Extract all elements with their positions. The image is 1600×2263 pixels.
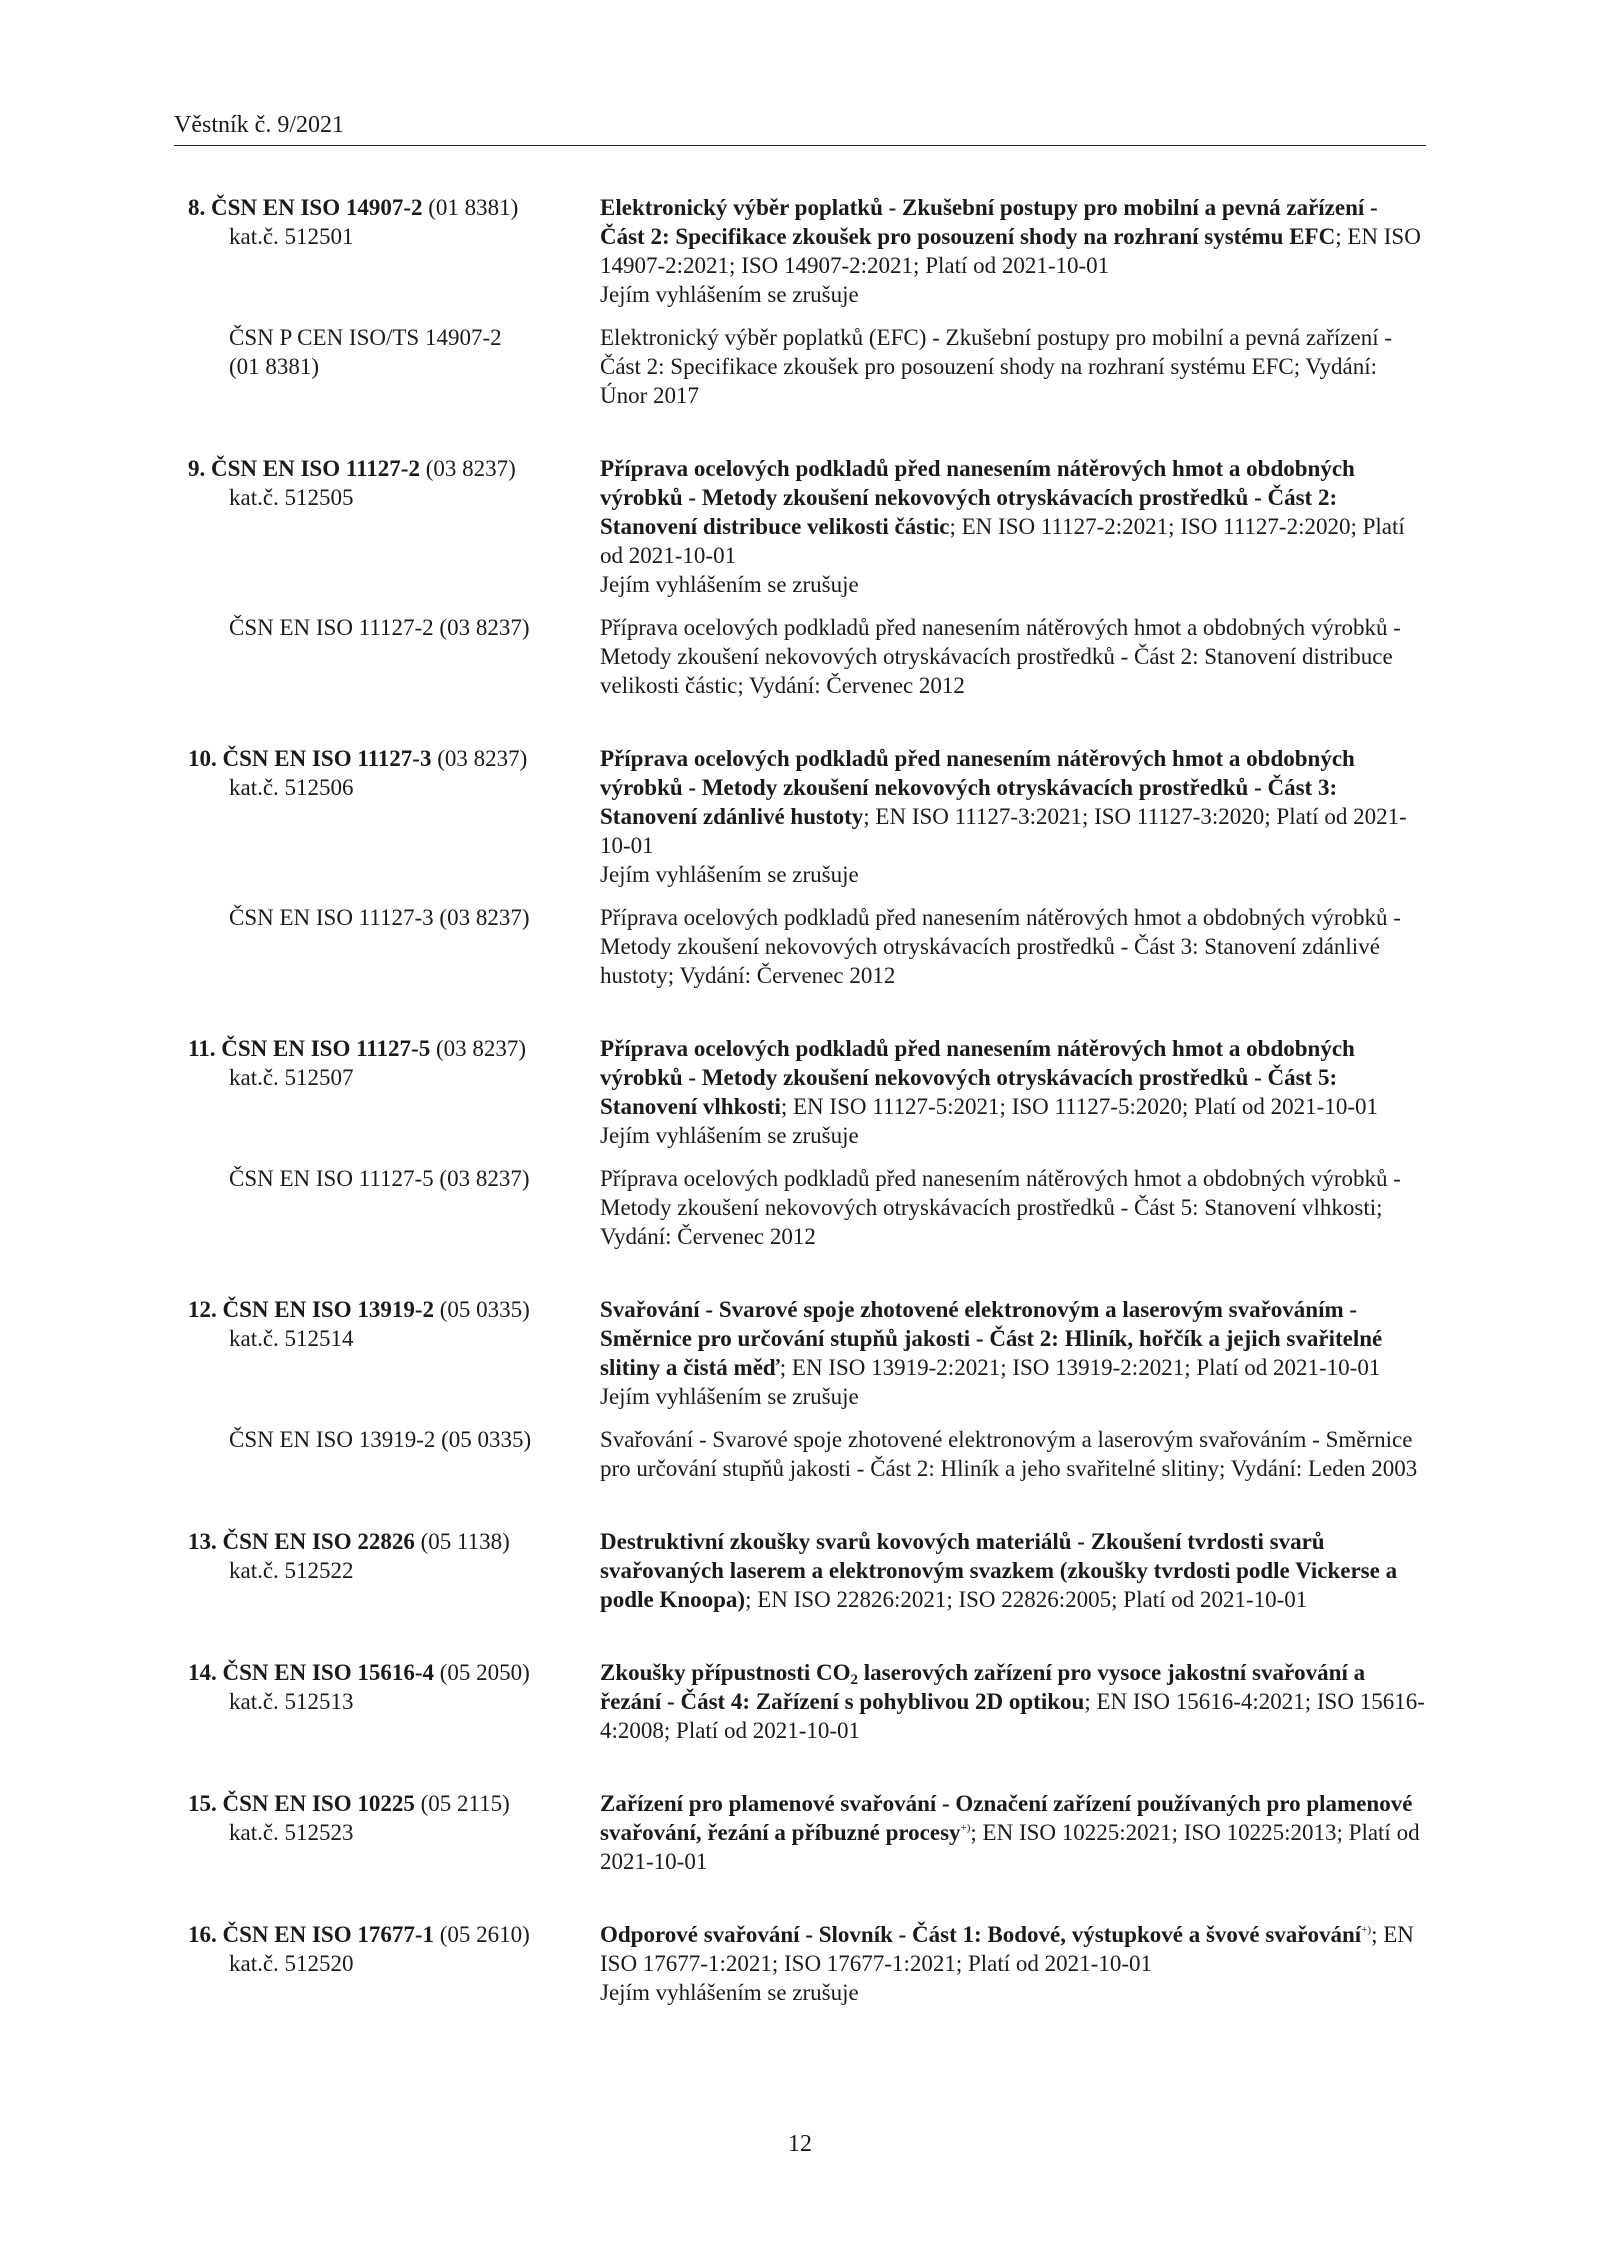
- standard-title: Odporové svařování - Slovník - Část 1: Bodové, výstupkové a švové svařování: [600, 1922, 1362, 1947]
- entry-number: 15.: [188, 1791, 217, 1816]
- standard-entry: [174, 1920, 1426, 2007]
- standard-title: Příprava ocelových podkladů před nanesením nátěrových hmot a obdobných výrobků - Metody zkoušení nekovových otryskávacích prostředků - Část 5: Stanovení vlhkosti: [600, 1036, 1355, 1119]
- catalog-number: kat.č. 512520: [229, 1951, 354, 1976]
- classification-code: (05 2050): [439, 1660, 530, 1685]
- footnote-marker: +): [960, 1822, 971, 1834]
- classification-code: (05 2115): [420, 1791, 510, 1816]
- entry-number: 13.: [188, 1529, 217, 1554]
- chemical-subscript: 2: [850, 1672, 859, 1688]
- standard-details: ; EN ISO 22826:2021; ISO 22826:2005; Platí od 2021-10-01: [745, 1587, 1308, 1612]
- entry-number: 9.: [188, 456, 206, 481]
- catalog-number: kat.č. 512507: [229, 1065, 354, 1090]
- entry-number: 10.: [188, 746, 217, 771]
- standard-title-part-a: Zkoušky přípustnosti CO: [600, 1660, 851, 1685]
- catalog-number: kat.č. 512505: [229, 485, 354, 510]
- footnote-marker: +): [1361, 1924, 1372, 1936]
- standard-code: ČSN EN ISO 11127-2: [211, 456, 420, 481]
- replaced-standard-class: (01 8381): [229, 354, 320, 379]
- standard-title: Zařízení pro plamenové svařování - Označení zařízení používaných pro plamenové svařování, řezání a příbuzné procesy: [600, 1791, 1413, 1845]
- standard-title: Elektronický výběr poplatků - Zkušební postupy pro mobilní a pevná zařízení - Část 2: Specifikace zkoušek pro posouzení shody na rozhraní systému EFC: [600, 195, 1378, 249]
- cancel-note: Jejím vyhlášením se zrušuje: [600, 862, 859, 887]
- classification-code: (05 1138): [420, 1529, 510, 1554]
- catalog-number: kat.č. 512523: [229, 1820, 354, 1845]
- replaced-standard-code: ČSN EN ISO 11127-3 (03 8237): [229, 905, 530, 930]
- classification-code: (01 8381): [428, 195, 519, 220]
- catalog-number: kat.č. 512506: [229, 775, 354, 800]
- standard-entry: [174, 1527, 1426, 1614]
- standard-code: ČSN EN ISO 11127-3: [222, 746, 432, 771]
- classification-code: (05 2610): [439, 1922, 530, 1947]
- page-header-title: Věstník č. 9/2021: [174, 112, 344, 138]
- standard-code: ČSN EN ISO 11127-5: [221, 1036, 431, 1061]
- entry-number: 14.: [188, 1660, 217, 1685]
- cancel-note: Jejím vyhlášením se zrušuje: [600, 1123, 859, 1148]
- header-divider: [174, 145, 1426, 146]
- replaced-standard-code: ČSN EN ISO 11127-5 (03 8237): [229, 1166, 530, 1191]
- cancel-note: Jejím vyhlášením se zrušuje: [600, 1384, 859, 1409]
- replaced-standard-code: ČSN EN ISO 11127-2 (03 8237): [229, 615, 530, 640]
- standard-entry: [174, 1034, 1426, 1251]
- standard-code: ČSN EN ISO 13919-2: [222, 1297, 435, 1322]
- standard-entry: [174, 1295, 1426, 1483]
- catalog-number: kat.č. 512514: [229, 1326, 354, 1351]
- cancel-note: Jejím vyhlášením se zrušuje: [600, 572, 859, 597]
- replaced-standard-description: Příprava ocelových podkladů před nanesením nátěrových hmot a obdobných výrobků - Metody zkoušení nekovových otryskávacích prostředků - Část 5: Stanovení vlhkosti; Vydání: Červenec 2012: [600, 1166, 1401, 1249]
- standard-code: ČSN EN ISO 10225: [222, 1791, 415, 1816]
- standard-details: ; EN ISO 11127-5:2021; ISO 11127-5:2020; Platí od 2021-10-01: [780, 1094, 1378, 1119]
- entry-number: 12.: [188, 1297, 217, 1322]
- standard-title: Příprava ocelových podkladů před nanesením nátěrových hmot a obdobných výrobků - Metody zkoušení nekovových otryskávacích prostředků - Část 3: Stanovení zdánlivé hustoty: [600, 746, 1355, 829]
- standard-code: ČSN EN ISO 15616-4: [222, 1660, 435, 1685]
- entry-number: 8.: [188, 195, 206, 220]
- replaced-standard-description: Svařování - Svarové spoje zhotovené elektronovým a laserovým svařováním - Směrnice pro určování stupňů jakosti - Část 2: Hliník a jeho svařitelné slitiny; Vydání: Leden 2003: [600, 1427, 1418, 1481]
- standard-title: Destruktivní zkoušky svarů kovových materiálů - Zkoušení tvrdosti svarů svařovaných laserem a elektronovým svazkem (zkoušky tvrdosti podle Vickerse a podle Knoopa): [600, 1529, 1398, 1612]
- replaced-standard-code: ČSN EN ISO 13919-2 (05 0335): [229, 1427, 532, 1452]
- standard-entry: [174, 1789, 1426, 1876]
- standard-details: ; EN ISO 15616-4:2021; ISO 15616-4:2008; Platí od 2021-10-01: [600, 1689, 1425, 1743]
- standard-entry: [174, 1658, 1426, 1745]
- replaced-standard-description: Příprava ocelových podkladů před nanesením nátěrových hmot a obdobných výrobků - Metody zkoušení nekovových otryskávacích prostředků - Část 3: Stanovení zdánlivé hustoty; Vydání: Červenec 2012: [600, 905, 1401, 988]
- standard-details: ; EN ISO 11127-3:2021; ISO 11127-3:2020; Platí od 2021-10-01: [600, 804, 1407, 858]
- catalog-number: kat.č. 512522: [229, 1558, 354, 1583]
- classification-code: (03 8237): [437, 746, 528, 771]
- replaced-standard-description: Příprava ocelových podkladů před nanesením nátěrových hmot a obdobných výrobků - Metody zkoušení nekovových otryskávacích prostředků - Část 2: Stanovení distribuce velikosti částic; Vydání: Červenec 2012: [600, 615, 1401, 698]
- standards-list: [174, 193, 1426, 2051]
- standard-details: ; EN ISO 13919-2:2021; ISO 13919-2:2021; Platí od 2021-10-01: [779, 1355, 1381, 1380]
- standard-entry: [174, 193, 1426, 410]
- replaced-standard-description: Elektronický výběr poplatků (EFC) - Zkušební postupy pro mobilní a pevná zařízení - Část 2: Specifikace zkoušek pro posouzení shody na rozhraní systému EFC; Vydání: Únor 2017: [600, 325, 1393, 408]
- cancel-note: Jejím vyhlášením se zrušuje: [600, 1980, 859, 2005]
- standard-details: ; EN ISO 11127-2:2021; ISO 11127-2:2020; Platí od 2021-10-01: [600, 514, 1405, 568]
- standard-title-part-b: laserových zařízení pro vysoce jakostní svařování a řezání - Část 4: Zařízení s pohyblivou 2D optikou: [600, 1660, 1366, 1714]
- classification-code: (03 8237): [425, 456, 516, 481]
- cancel-note: Jejím vyhlášením se zrušuje: [600, 282, 859, 307]
- standard-entry: [174, 454, 1426, 700]
- replaced-standard-code: ČSN P CEN ISO/TS 14907-2: [229, 325, 502, 350]
- entry-number: 16.: [188, 1922, 217, 1947]
- classification-code: (05 0335): [439, 1297, 530, 1322]
- page-number: 12: [788, 2131, 812, 2157]
- standard-details: ; EN ISO 10225:2021; ISO 10225:2013; Platí od 2021-10-01: [600, 1820, 1420, 1874]
- entry-number: 11.: [188, 1036, 216, 1061]
- standard-code: ČSN EN ISO 22826: [222, 1529, 415, 1554]
- standard-code: ČSN EN ISO 14907-2: [211, 195, 423, 220]
- catalog-number: kat.č. 512501: [229, 224, 354, 249]
- standard-title: Příprava ocelových podkladů před nanesením nátěrových hmot a obdobných výrobků - Metody zkoušení nekovových otryskávacích prostředků - Část 2: Stanovení distribuce velikosti částic: [600, 456, 1355, 539]
- standard-code: ČSN EN ISO 17677-1: [222, 1922, 435, 1947]
- standard-title: Svařování - Svarové spoje zhotovené elektronovým a laserovým svařováním - Směrnice pro určování stupňů jakosti - Část 2: Hliník, hořčík a jejich svařitelné slitiny a čistá měď: [600, 1297, 1383, 1380]
- standard-details: ; EN ISO 17677-1:2021; ISO 17677-1:2021; Platí od 2021-10-01: [600, 1922, 1414, 1976]
- catalog-number: kat.č. 512513: [229, 1689, 354, 1714]
- standard-details: ; EN ISO 14907-2:2021; ISO 14907-2:2021; Platí od 2021-10-01: [600, 224, 1421, 278]
- classification-code: (03 8237): [435, 1036, 527, 1061]
- standard-entry: [174, 744, 1426, 990]
